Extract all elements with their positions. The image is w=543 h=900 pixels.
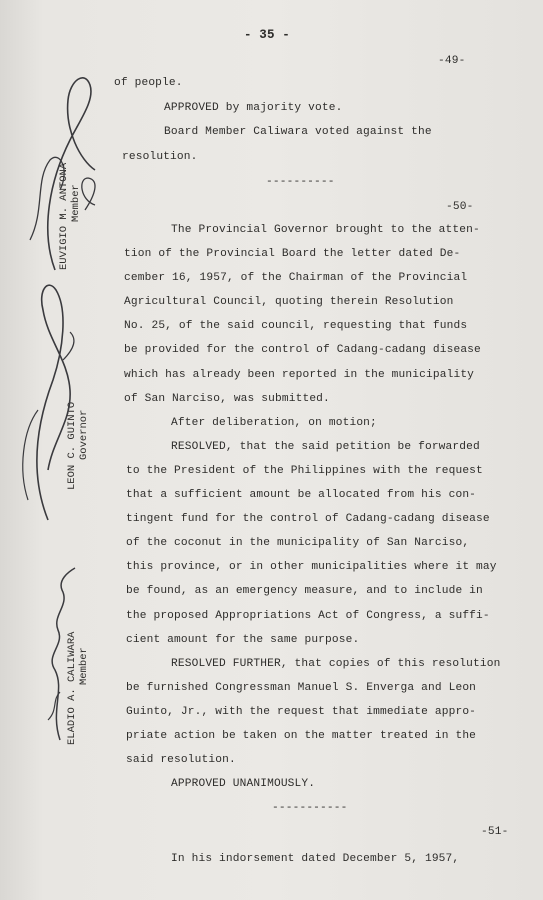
- signature-guinto: [8, 270, 88, 530]
- signatory-name: LEON C. GUINTO: [66, 401, 78, 490]
- item-number-50: -50-: [446, 201, 474, 213]
- text-line: of San Narciso, was submitted.: [124, 393, 330, 405]
- text-line: said resolution.: [126, 754, 236, 766]
- text-line: Board Member Caliwara voted against the: [164, 126, 432, 138]
- text-line: this province, or in other municipalities where it may: [126, 561, 497, 573]
- text-line: resolution.: [122, 151, 198, 163]
- signatory-title: Member: [78, 647, 90, 685]
- text-line: to the President of the Philippines with the request: [126, 465, 483, 477]
- text-line: RESOLVED, that the said petition be forwarded: [171, 441, 480, 453]
- text-line: The Provincial Governor brought to the atten-: [171, 224, 480, 236]
- text-line: priate action be taken on the matter treated in the: [126, 730, 477, 742]
- signature-antona: [0, 60, 110, 290]
- text-line: No. 25, of the said council, requesting that funds: [124, 320, 468, 332]
- signatory-title: Governor: [78, 409, 90, 460]
- text-line: be furnished Congressman Manuel S. Enverga and Leon: [126, 682, 477, 694]
- text-line: which has already been reported in the municipality: [124, 369, 475, 381]
- text-line: After deliberation, on motion;: [171, 417, 377, 429]
- page-number: - 35 -: [244, 28, 290, 42]
- text-line: APPROVED by majority vote.: [164, 102, 343, 114]
- separator: -----------: [272, 802, 348, 814]
- text-line: of the coconut in the municipality of San Narciso,: [126, 537, 470, 549]
- separator: ----------: [266, 176, 335, 188]
- text-line: In his indorsement dated December 5, 1957,: [171, 853, 460, 865]
- text-line: be provided for the control of Cadang-cadang disease: [124, 344, 481, 356]
- text-line: cient amount for the same purpose.: [126, 634, 360, 646]
- item-number-51: -51-: [481, 826, 509, 838]
- text-line: the proposed Appropriations Act of Congress, a suffi-: [126, 610, 490, 622]
- text-line: of people.: [114, 77, 183, 89]
- signatory-name: ELADIO A. CALIWARA: [66, 631, 78, 745]
- signatory-title: Member: [70, 184, 82, 222]
- text-line: APPROVED UNANIMOUSLY.: [171, 778, 316, 790]
- text-line: tingent fund for the control of Cadang-cadang disease: [126, 513, 490, 525]
- text-line: that a sufficient amount be allocated from his con-: [126, 489, 477, 501]
- text-line: Guinto, Jr., with the request that immediate appro-: [126, 706, 477, 718]
- text-line: Agricultural Council, quoting therein Resolution: [124, 296, 454, 308]
- text-line: be found, as an emergency measure, and to include in: [126, 585, 483, 597]
- item-number-49: -49-: [438, 55, 466, 67]
- text-line: cember 16, 1957, of the Chairman of the Provincial: [124, 272, 468, 284]
- text-line: tion of the Provincial Board the letter dated De-: [124, 248, 461, 260]
- text-line: RESOLVED FURTHER, that copies of this resolution: [171, 658, 501, 670]
- signature-caliwara: [30, 560, 90, 750]
- signatory-name: EUVIGIO M. ANTONA: [58, 162, 70, 270]
